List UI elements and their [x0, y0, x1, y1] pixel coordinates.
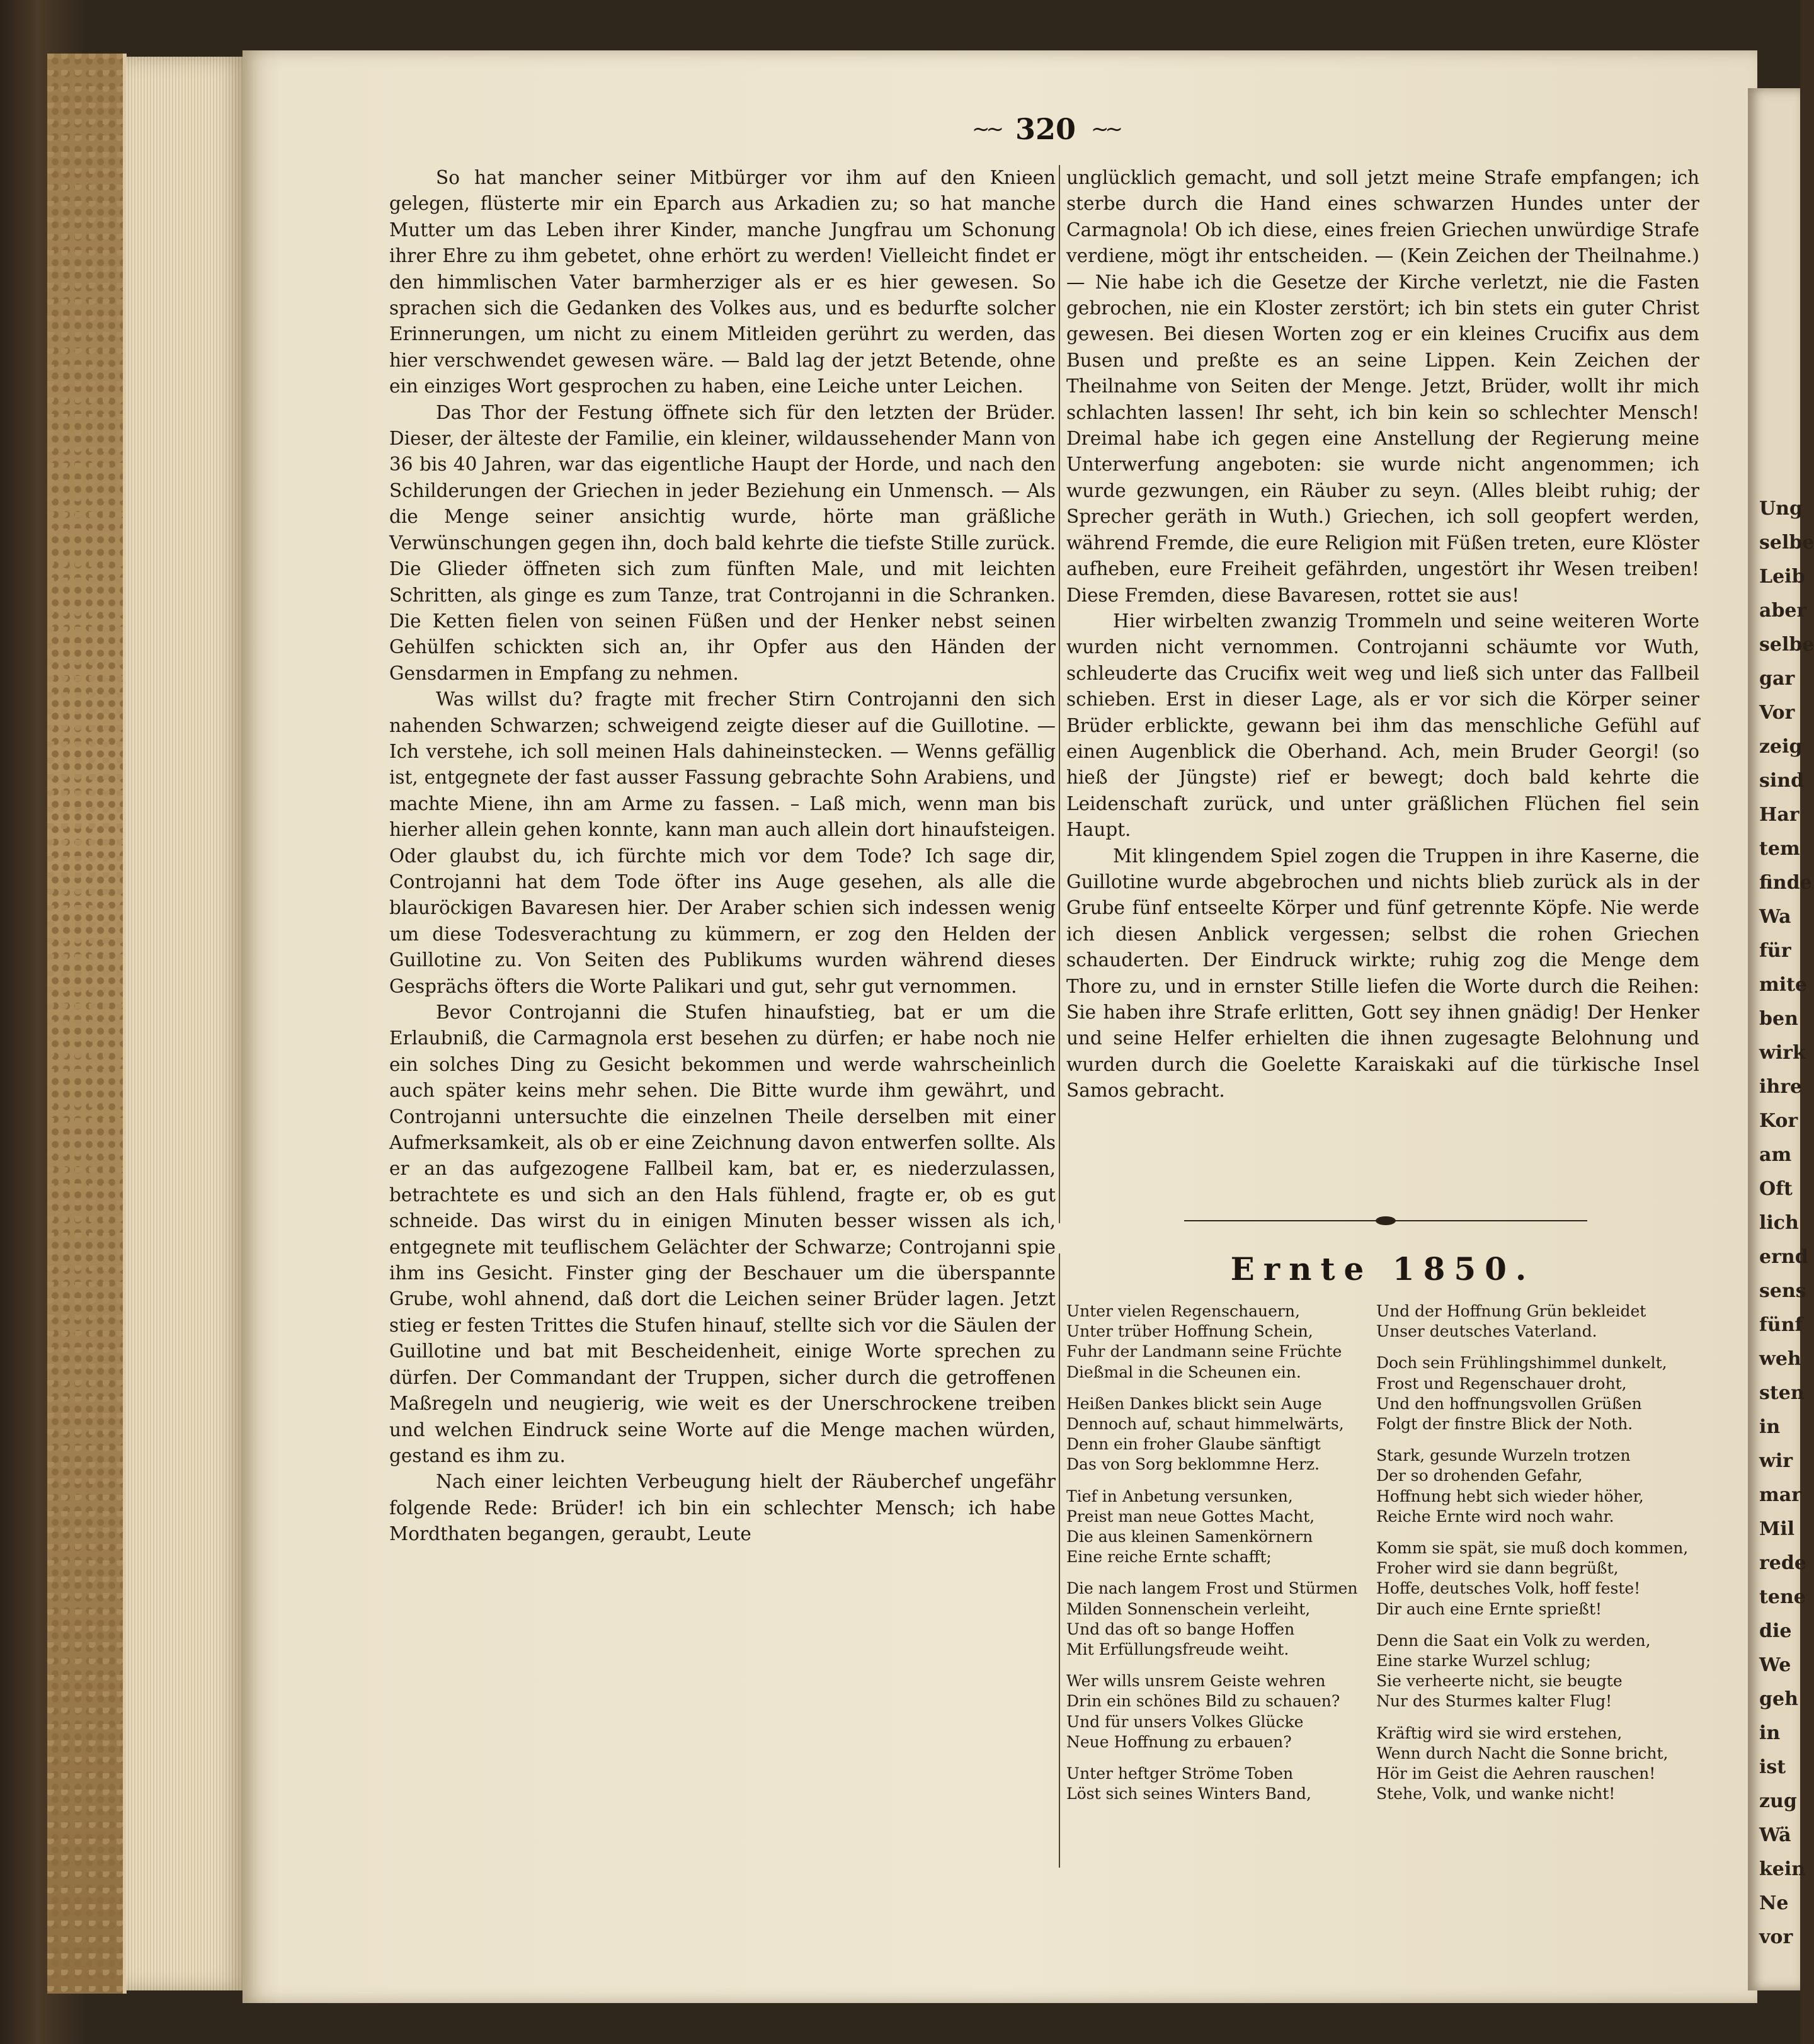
poem-stanza [1066, 1487, 1369, 1568]
facing-page-word: die [1759, 1620, 1792, 1642]
poem-line: Tief in Anbetung versunken, [1066, 1487, 1293, 1505]
poem-line: Dir auch eine Ernte sprießt! [1376, 1599, 1602, 1618]
facing-page-word: We [1759, 1654, 1791, 1676]
poem-left-column [1066, 1301, 1369, 1815]
poem-line: Kräftig wird sie wird erstehen, [1376, 1723, 1623, 1742]
facing-page-word: ist [1759, 1756, 1786, 1778]
poem-line: Nur des Sturmes kalter Flug! [1376, 1692, 1612, 1711]
poem-stanza [1376, 1353, 1704, 1434]
facing-page-word: finde [1759, 872, 1812, 894]
facing-page-word: Har [1759, 804, 1800, 826]
poem-stanza [1066, 1394, 1369, 1475]
poem-line: Fuhr der Landmann seine Früchte [1066, 1342, 1342, 1361]
poem-line: Unter trüber Hoffnung Schein, [1066, 1322, 1313, 1341]
section-rule [1184, 1216, 1587, 1225]
facing-page-word: ernd [1759, 1246, 1808, 1268]
facing-page-word: lich [1759, 1212, 1799, 1234]
poem-line: Löst sich seines Winters Band, [1066, 1784, 1311, 1803]
facing-page-word: gar [1759, 668, 1795, 690]
page-header [869, 107, 1222, 151]
poem-line: Stehe, Volk, und wanke nicht! [1376, 1784, 1616, 1803]
poem-line: Wenn durch Nacht die Sonne bricht, [1376, 1744, 1669, 1762]
facing-page-word: fünf [1759, 1314, 1803, 1336]
facing-page-word: Vor [1759, 702, 1795, 724]
article-paragraph: Nach einer leichten Verbeugung hielt der Räuberchef ungefähr folgende Rede: Brüder! ich bin ein schlechter Mensch; ich habe Mordthaten begangen, geraubt, Leute [389, 1471, 1056, 1545]
poem-line: Sie verheerte nicht, sie beugte [1376, 1672, 1623, 1691]
facing-page-word: weh [1759, 1348, 1801, 1370]
poem-line: Die aus kleinen Samenkörnern [1066, 1527, 1313, 1546]
facing-page-word: für [1759, 940, 1791, 962]
poem-stanza [1066, 1764, 1369, 1804]
poem-line: Heißen Dankes blickt sein Auge [1066, 1394, 1322, 1413]
facing-page-word: Oft [1759, 1178, 1793, 1200]
ornament-right: ~~ [1091, 117, 1119, 142]
facing-page-word: Mil [1759, 1518, 1795, 1540]
poem-line: Und für unsers Volkes Glücke [1066, 1712, 1304, 1731]
poem-line: Doch sein Frühlingshimmel dunkelt, [1376, 1354, 1667, 1373]
facing-page-word: mite [1759, 974, 1808, 996]
facing-page-word: Wa [1759, 906, 1791, 928]
facing-page-word: Kor [1759, 1110, 1798, 1132]
poem-line: Eine starke Wurzel schlug; [1376, 1652, 1591, 1670]
page-number: 320 [1015, 112, 1076, 146]
facing-page-word: selbe [1759, 532, 1814, 554]
facing-page-word: vor [1759, 1926, 1793, 1948]
facing-page-word: in [1759, 1722, 1781, 1744]
poem-line: Stark, gesunde Wurzeln trotzen [1376, 1446, 1631, 1465]
article-left-column [389, 165, 1056, 1548]
article-paragraph: Mit klingendem Spiel zogen die Truppen in ihre Kaserne, die Guillotine wurde abgebrochen und nichts blieb zurück als in der Grube fünf entseelte Körper und fünf getrennte Köpfe. Nie werde ich diesen Anblick vergessen; selbst die rohen Griechen schauderten. Der Eindruck wirkte; ruhig zog die Menge dem Thore zu, und in ernster Stille liefen die Worte durch die Reihen: Sie haben ihre Strafe erlitten, Gott sey ihnen gnädig! Der Henker und seine Helfer erhielten die ihnen zugesagte Belohnung und wurden durch die Goelette Karaiskaki auf die türkische Insel Samos gebracht. [1066, 845, 1699, 1102]
poem-line: Hoffe, deutsches Volk, hoff feste! [1376, 1579, 1641, 1598]
poem-stanza [1066, 1671, 1369, 1752]
page-edges [126, 57, 246, 1990]
poem-line: Und das oft so bange Hoffen [1066, 1619, 1295, 1638]
poem-line: Wer wills unsrem Geiste wehren [1066, 1672, 1326, 1691]
poem-stanza [1376, 1723, 1704, 1805]
facing-page-word: sens [1759, 1280, 1806, 1302]
facing-page-word: wirk [1759, 1042, 1806, 1064]
facing-page-word: Wä [1759, 1824, 1791, 1846]
marbled-book-cover [47, 54, 127, 1994]
poem-line: Und der Hoffnung Grün bekleidet [1376, 1302, 1646, 1320]
ornament-left: ~~ [972, 117, 1000, 142]
poem-line: Die nach langem Frost und Stürmen [1066, 1579, 1358, 1598]
poem-line: Mit Erfüllungsfreude weiht. [1066, 1640, 1289, 1659]
facing-page-word: Leib [1759, 566, 1805, 588]
poem-line: Folgt der finstre Blick der Noth. [1376, 1415, 1633, 1434]
poem-stanza [1376, 1301, 1704, 1342]
facing-page-word: tene [1759, 1586, 1806, 1608]
poem-right-column [1376, 1301, 1704, 1815]
article-right-column [1066, 165, 1699, 1104]
poem-line: Unser deutsches Vaterland. [1376, 1322, 1597, 1341]
facing-page-word: sten [1759, 1382, 1805, 1404]
poem-line: Reiche Ernte wird noch wahr. [1376, 1507, 1614, 1526]
article-paragraph: So hat mancher seiner Mitbürger vor ihm auf den Knieen gelegen, flüsterte mir ein Eparch aus Arkadien zu; so hat manche Mutter um das Leben ihrer Kinder, manche Jungfrau um Schonung ihrer Ehre zu ihm gebetet, ohne erhört zu werden! Vielleicht findet er den himmlischen Vater barmherziger als er es hier gewesen. So sprachen sich die Gedanken des Volkes aus, und es bedurfte solcher Erinnerungen, um nicht zu einem Mitleiden gerührt zu werden, das hier verschwendet gewesen wäre. — Bald lag der jetzt Betende, ohne ein einziges Wort gesprochen zu haben, eine Leiche unter Leichen. [389, 167, 1056, 397]
poem-line: Der so drohenden Gefahr, [1376, 1466, 1583, 1485]
poem-line: Dennoch auf, schaut himmelwärts, [1066, 1415, 1344, 1434]
facing-page-word: ihre [1759, 1076, 1803, 1098]
poem-line: Denn die Saat ein Volk zu werden, [1376, 1631, 1651, 1650]
poem-stanza [1376, 1631, 1704, 1712]
facing-page-word: in [1759, 1416, 1781, 1438]
facing-page-word: wir [1759, 1450, 1793, 1472]
column-divider [1059, 165, 1060, 1223]
poem-line: Das von Sorg beklommne Herz. [1066, 1455, 1320, 1474]
facing-page-word: zug [1759, 1790, 1797, 1812]
facing-page-word: Ung [1759, 498, 1803, 520]
poem-line: Frost und Regenschauer droht, [1376, 1374, 1627, 1393]
facing-page-word: ben [1759, 1008, 1798, 1030]
facing-page-fragment [1748, 88, 1814, 1990]
poem-stanza [1376, 1538, 1704, 1619]
article-paragraph: Was willst du? fragte mit frecher Stirn Controjanni den sich nahenden Schwarzen; schweigend zeigte dieser auf die Guillotine. — Ich verstehe, ich soll meinen Hals dahineinstecken. — Wenns gefällig ist, entgegnete der fast ausser Fassung gebrachte Sohn Arabiens, und machte Miene, ihn am Arme zu fassen. – Laß mich, wenn man bis hierher allein gehen konnte, kann man auch allein dort hinaufsteigen. Oder glaubst du, ich fürchte mich vor dem Tode? Ich sage dir, Controjanni hat dem Tode öfter ins Auge gesehen, als alle die blauröckigen Bavaresen hier. Der Araber schien sich indessen wenig um diese Todesverachtung zu kümmern, er zog den Helden der Guillotine zu. Von Seiten des Publikums wurden während dieses Gesprächs öfters die Worte Palikari und gut, sehr gut vernommen. [389, 688, 1056, 997]
poem-stanza [1066, 1579, 1369, 1660]
facing-page-word: mar [1759, 1484, 1801, 1506]
facing-page-word: aber [1759, 600, 1807, 622]
article-paragraph: Das Thor der Festung öffnete sich für den letzten der Brüder. Dieser, der älteste der Familie, ein kleiner, wildaussehender Mann von 36 bis 40 Jahren, war das eigentliche Haupt der Horde, und nach den Schilderungen der Griechen in jeder Beziehung ein Unmensch. — Als die Menge seiner ansichtig wurde, hörte man gräßliche Verwünschungen gegen ihn, doch bald kehrte die tiefste Stille zurück. Die Glieder öffneten sich zum fünften Male, und mit leichten Schritten, als ginge es zum Tanze, trat Controjanni in die Schranken. Die Ketten fielen von seinen Füßen und der Henker nebst seinen Gehülfen schickten sich an, ihr Opfer aus den Händen der Gensdarmen in Empfang zu nehmen. [389, 401, 1056, 684]
column-divider [1059, 1253, 1060, 1868]
facing-page-word: am [1759, 1144, 1792, 1166]
poem-line: Dießmal in die Scheunen ein. [1066, 1362, 1301, 1381]
poem-line: Neue Hoffnung zu erbauen? [1066, 1732, 1292, 1751]
poem-line: Denn ein froher Glaube sänftigt [1066, 1435, 1321, 1454]
poem-line: Drin ein schönes Bild zu schauen? [1066, 1692, 1340, 1711]
facing-page-word: tem [1759, 838, 1800, 860]
poem-title: Ernte 1850. [1230, 1250, 1536, 1287]
poem-line: Milden Sonnenschein verleiht, [1066, 1599, 1311, 1618]
facing-page-word: kein [1759, 1858, 1806, 1880]
article-paragraph: unglücklich gemacht, und soll jetzt meine Strafe empfangen; ich sterbe durch die Hand eines schwarzen Hundes unter der Carmagnola! Ob ich diese, eines freien Griechen unwürdige Strafe verdiene, mögt ihr entscheiden. — (Kein Zeichen der Theilnahme.) — Nie habe ich die Gesetze der Kirche verletzt, nie die Fasten gebrochen, nie ein Kloster zerstört; ich bin stets ein guter Christ gewesen. Bei diesen Worten zog er ein kleines Crucifix aus dem Busen und preßte es an seine Lippen. Kein Zeichen der Theilnahme von Seiten der Menge. Jetzt, Brüder, wollt ihr mich schlachten lassen! Ihr seht, ich bin kein so schlechter Mensch! Dreimal habe ich gegen eine Anstellung der Regierung meine Unterwerfung angeboten: sie wurde nicht angenommen; ich wurde gezwungen, ein Räuber zu seyn. (Alles bleibt ruhig; der Sprecher geräth in Wuth.) Griechen, ich soll geopfert werden, während Fremde, die eure Religion mit Füßen treten, eure Klöster aufheben, eure Freiheit gefährden, ungestört ihr Wesen treiben! Diese Fremden, diese Bavaresen, rottet sie aus! [1066, 167, 1699, 606]
poem-line: Hör im Geist die Aehren rauschen! [1376, 1764, 1656, 1783]
article-paragraph: Bevor Controjanni die Stufen hinaufstieg, bat er um die Erlaubniß, die Carmagnola erst besehen zu dürfen; er habe noch nie ein solches Ding zu Gesicht bekommen und werde wahrscheinlich auch später keins mehr sehen. Die Bitte wurde ihm gewährt, und Controjanni untersuchte die einzelnen Theile derselben mit einer Aufmerksamkeit, als ob er eine Zeichnung davon entwerfen sollte. Als er an das aufgezogene Fallbeil kam, bat er, es niederzulassen, betrachtete es und sich an den Hals fühlend, fragte er, ob es gut schneide. Das wirst du in einigen Minuten besser wissen als ich, entgegnete mit teuflischem Gelächter der Schwarze; Controjanni spie ihm ins Gesicht. Finster ging der Beschauer um die überspannte Grube, wohl ahnend, daß dort die Leichen seiner Brüder lagen. Jetzt stieg er festen Trittes die Stufen hinauf, stellte sich vor die Säulen der Guillotine und bat mit Bescheidenheit, einige Worte sprechen zu dürfen. Der Commandant der Truppen, sicher durch die getroffenen Maßregeln und neugierig, wie weit es der Unerschrockene treiben und welchen Eindruck seine Worte auf die Menge machen würden, gestand es ihm zu. [389, 1002, 1056, 1466]
poem-line: Unter vielen Regenschauern, [1066, 1302, 1300, 1320]
poem-line: Komm sie spät, sie muß doch kommen, [1376, 1539, 1689, 1558]
facing-page-word: sind [1759, 770, 1805, 792]
poem-line: Eine reiche Ernte schafft; [1066, 1548, 1272, 1567]
facing-page-word: selbe [1759, 634, 1814, 656]
article-paragraph: Hier wirbelten zwanzig Trommeln und seine weiteren Worte wurden nicht vernommen. Controjanni schäumte vor Wuth, schleuderte das Crucifix weit weg und ließ sich unter das Fallbeil schieben. Erst in dieser Lage, als er vor sich die Körper seiner Brüder erblickte, gewann bei ihm das menschliche Gefühl auf einen Augenblick die Oberhand. Ach, mein Bruder Georgi! (so hieß der Jüngste) rief er bewegt; doch bald kehrte die Leidenschaft zurück, und unter gräßlichen Flüchen fiel sein Haupt. [1066, 610, 1699, 841]
poem-stanza [1376, 1446, 1704, 1527]
poem-line: Hoffnung hebt sich wieder höher, [1376, 1487, 1644, 1505]
facing-page-word: rede [1759, 1552, 1806, 1574]
poem-line: Und den hoffnungsvollen Grüßen [1376, 1394, 1642, 1413]
poem-line: Unter heftger Ströme Toben [1066, 1764, 1294, 1783]
poem-stanza [1066, 1301, 1369, 1383]
facing-page-word: Ne [1759, 1892, 1789, 1914]
facing-page-word: geh [1759, 1688, 1798, 1710]
poem-line: Preist man neue Gottes Macht, [1066, 1507, 1315, 1526]
facing-page-word: zeig [1759, 736, 1803, 758]
poem-line: Froher wird sie dann begrüßt, [1376, 1559, 1619, 1578]
